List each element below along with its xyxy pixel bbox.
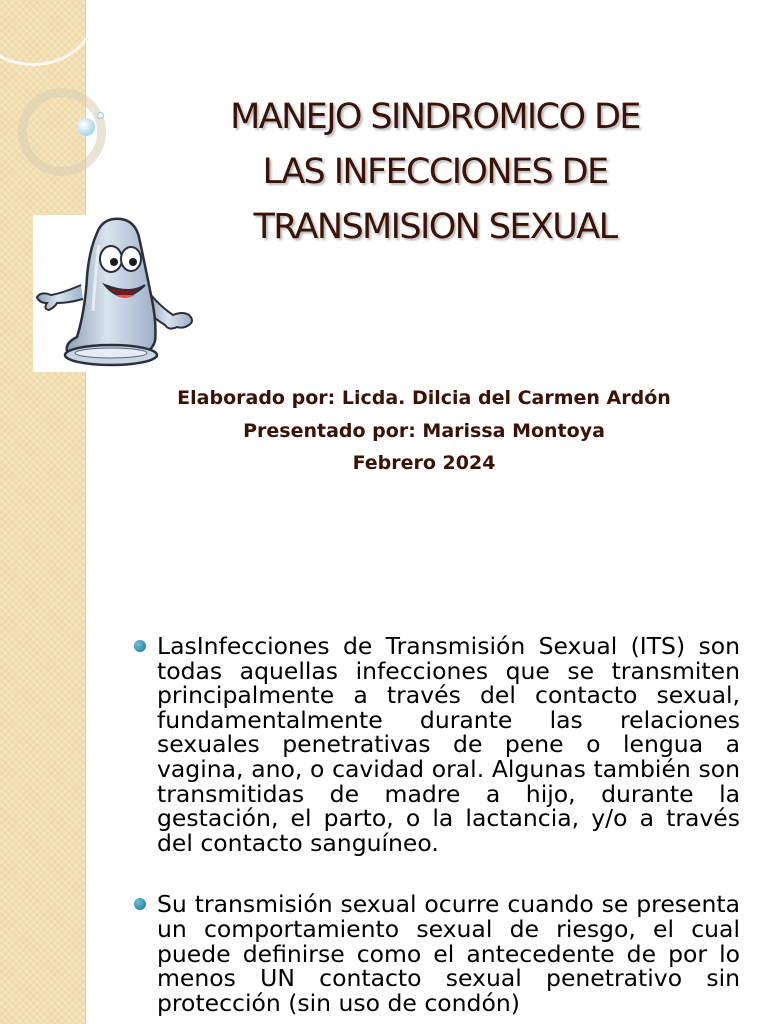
bullet-item [130, 634, 740, 855]
decorative-swirl [0, 0, 96, 66]
bullet-item [130, 892, 740, 1015]
prepared-by-text: Elaborado por: Licda. Dilcia del Carmen Ardón [177, 387, 671, 409]
slide-credits [150, 386, 698, 475]
bullet-dot-icon [134, 898, 146, 910]
slide-title-line: MANEJO SINDROMICO DE [230, 97, 640, 137]
slide-title [150, 90, 720, 255]
bullet-text: Su transmisión sexual ocurre cuando se presenta un comportamiento sexual de riesgo, el cual puede definirse como el antecedente de por lo menos UN contacto sexual penetrativo sin protección (sin uso de condón) [157, 890, 740, 1017]
decorative-small-bubble-icon [97, 112, 104, 119]
bullet-text: LasInfecciones de Transmisión Sexual (ITS) son todas aquellas infecciones que se transmiten principalmente a través del contacto sexual, fundamentalmente durante las relaciones sexuales penetrativas de pene o lengua a vagina, ano, o cavidad oral. Algunas también son transmitidas de madre a hijo, durante la gestación, el parto, o la lactancia, y/o a través del contacto sanguíneo. [157, 632, 740, 857]
date-text: Febrero 2024 [352, 452, 496, 474]
presented-by-text: Presentado por: Marissa Montoya [243, 420, 605, 442]
slide-title-line: LAS INFECCIONES DE [262, 152, 608, 192]
bullet-dot-icon [134, 640, 146, 652]
decorative-side-strip [0, 0, 86, 1024]
decorative-bubble-icon [77, 118, 95, 136]
bullet-list [130, 634, 740, 1015]
slide-title-line: TRANSMISION SEXUAL [253, 207, 617, 247]
